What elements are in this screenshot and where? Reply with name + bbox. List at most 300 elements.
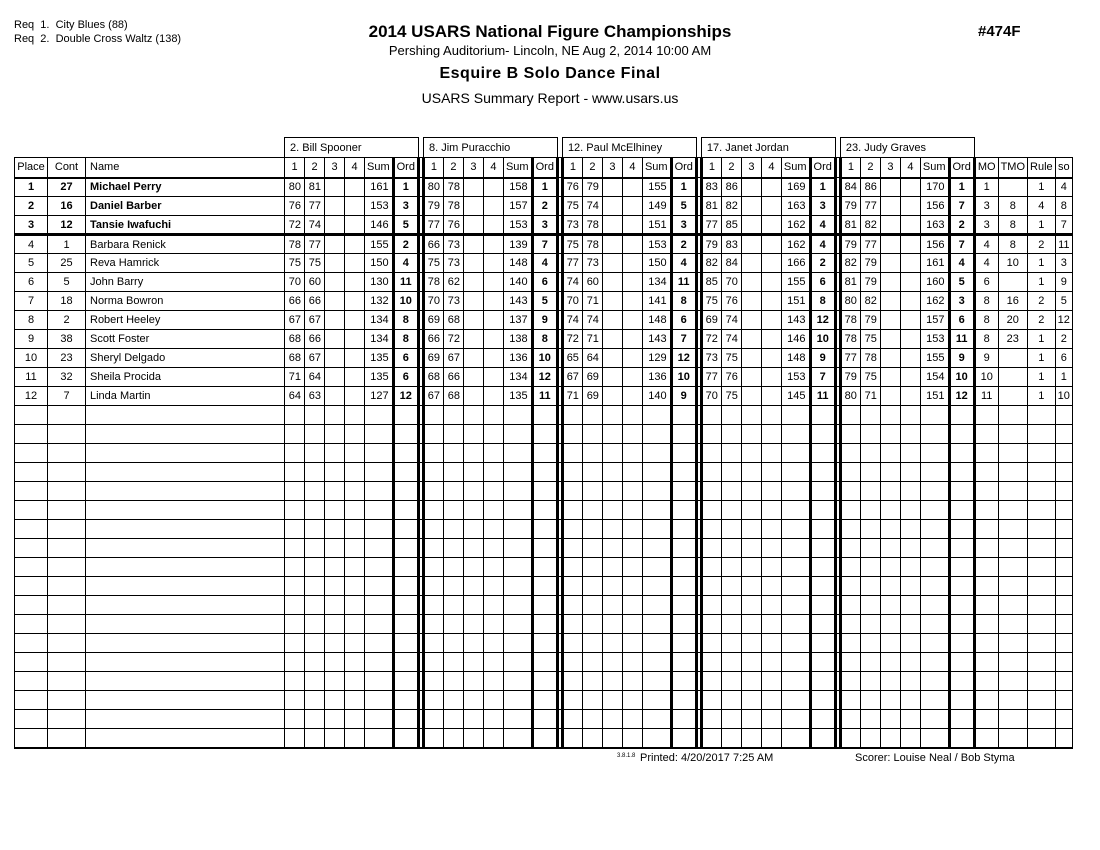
score-cell: 75 xyxy=(860,330,880,349)
mo-cell xyxy=(974,596,998,615)
score-cell xyxy=(423,558,443,577)
name-cell: John Barry xyxy=(86,273,285,292)
name-cell xyxy=(86,463,285,482)
so-cell xyxy=(1055,558,1072,577)
score-cell xyxy=(900,406,920,425)
rule-cell: 1 xyxy=(1028,368,1056,387)
score-cell xyxy=(325,292,345,311)
score-cell xyxy=(721,596,741,615)
score-cell: 79 xyxy=(701,235,721,254)
score-cell xyxy=(305,406,325,425)
ord-cell: 4 xyxy=(949,254,974,273)
name-cell: Scott Foster xyxy=(86,330,285,349)
score-cell xyxy=(582,634,602,653)
score-cell xyxy=(741,558,761,577)
empty-row xyxy=(15,710,1073,729)
table-row xyxy=(15,235,1073,254)
so-cell xyxy=(1055,501,1072,520)
score-cell: 74 xyxy=(721,330,741,349)
score-cell xyxy=(900,444,920,463)
mo-cell xyxy=(974,634,998,653)
ord-cell xyxy=(671,425,696,444)
score-cell xyxy=(721,482,741,501)
sum-cell: 140 xyxy=(642,387,671,406)
score-cell xyxy=(345,672,365,691)
score-cell xyxy=(345,615,365,634)
score-cell xyxy=(463,520,483,539)
ord-cell xyxy=(810,520,835,539)
score-cell xyxy=(423,615,443,634)
score-cell xyxy=(463,311,483,330)
ord-cell: 7 xyxy=(671,330,696,349)
score-cell xyxy=(345,444,365,463)
score-cell xyxy=(345,425,365,444)
score-cell: 69 xyxy=(582,387,602,406)
score-cell xyxy=(463,425,483,444)
place-cell xyxy=(15,406,48,425)
score-cell xyxy=(503,406,532,425)
score-cell xyxy=(463,463,483,482)
score-cell xyxy=(761,197,781,216)
judge-header-row xyxy=(15,138,1073,158)
ord-cell: 10 xyxy=(532,349,557,368)
score-cell xyxy=(781,634,810,653)
score-cell xyxy=(483,368,503,387)
score-cell xyxy=(622,254,642,273)
score-cell xyxy=(761,444,781,463)
ord-cell xyxy=(393,482,418,501)
score-cell xyxy=(900,539,920,558)
ord-cell xyxy=(671,463,696,482)
score-cell xyxy=(741,425,761,444)
score-cell xyxy=(642,520,671,539)
cont-cell xyxy=(48,577,86,596)
score-cell: 68 xyxy=(423,368,443,387)
col-header-score: 1 xyxy=(423,158,443,178)
score-cell xyxy=(562,653,582,672)
score-cell xyxy=(860,653,880,672)
score-cell xyxy=(582,691,602,710)
score-cell xyxy=(860,501,880,520)
score-cell xyxy=(602,425,622,444)
ord-cell xyxy=(671,539,696,558)
score-cell xyxy=(761,330,781,349)
ord-cell: 7 xyxy=(810,368,835,387)
score-cell: 78 xyxy=(423,273,443,292)
score-cell xyxy=(463,216,483,235)
ord-cell xyxy=(810,653,835,672)
score-cell xyxy=(325,691,345,710)
col-header-score: 1 xyxy=(701,158,721,178)
score-cell: 81 xyxy=(840,216,860,235)
score-cell xyxy=(325,216,345,235)
ord-cell xyxy=(810,710,835,729)
score-cell xyxy=(622,349,642,368)
score-cell: 79 xyxy=(582,178,602,197)
ord-cell: 9 xyxy=(671,387,696,406)
ord-cell xyxy=(949,463,974,482)
score-cell xyxy=(602,368,622,387)
score-cell: 67 xyxy=(562,368,582,387)
score-cell xyxy=(781,710,810,729)
score-cell xyxy=(345,463,365,482)
ord-cell xyxy=(393,520,418,539)
score-cell xyxy=(365,501,394,520)
score-cell xyxy=(345,596,365,615)
score-cell: 68 xyxy=(443,311,463,330)
place-cell: 6 xyxy=(15,273,48,292)
sum-cell: 151 xyxy=(920,387,949,406)
sum-cell: 137 xyxy=(503,311,532,330)
col-header-ord: Ord xyxy=(532,158,557,178)
name-cell: Michael Perry xyxy=(86,178,285,197)
mo-cell: 10 xyxy=(974,368,998,387)
tmo-cell xyxy=(998,349,1027,368)
ord-cell: 2 xyxy=(810,254,835,273)
score-cell: 85 xyxy=(701,273,721,292)
cont-cell: 18 xyxy=(48,292,86,311)
score-cell xyxy=(443,729,463,748)
ord-cell xyxy=(532,406,557,425)
score-cell xyxy=(701,634,721,653)
score-cell: 72 xyxy=(285,216,305,235)
report-line: USARS Summary Report - www.usars.us xyxy=(421,90,679,106)
score-cell: 64 xyxy=(305,368,325,387)
so-cell: 4 xyxy=(1055,178,1072,197)
table-row xyxy=(15,368,1073,387)
score-cell xyxy=(483,254,503,273)
name-cell xyxy=(86,444,285,463)
ord-cell: 2 xyxy=(532,197,557,216)
score-cell xyxy=(840,691,860,710)
sum-cell: 132 xyxy=(365,292,394,311)
place-cell: 3 xyxy=(15,216,48,235)
score-cell xyxy=(741,672,761,691)
sum-cell: 134 xyxy=(365,311,394,330)
score-cell xyxy=(602,596,622,615)
mo-cell: 8 xyxy=(974,311,998,330)
ord-cell xyxy=(393,729,418,748)
score-cell xyxy=(463,596,483,615)
so-cell xyxy=(1055,729,1072,748)
score-cell xyxy=(781,672,810,691)
ord-cell: 5 xyxy=(671,197,696,216)
cont-cell xyxy=(48,501,86,520)
score-cell xyxy=(305,444,325,463)
score-cell xyxy=(423,710,443,729)
ord-cell: 11 xyxy=(671,273,696,292)
score-cell xyxy=(562,501,582,520)
score-cell: 74 xyxy=(562,311,582,330)
table-row xyxy=(15,216,1073,235)
score-cell xyxy=(642,729,671,748)
sum-cell: 161 xyxy=(365,178,394,197)
score-cell: 70 xyxy=(721,273,741,292)
ord-cell xyxy=(949,539,974,558)
sum-cell: 146 xyxy=(365,216,394,235)
score-cell xyxy=(365,596,394,615)
cont-cell: 27 xyxy=(48,178,86,197)
score-cell xyxy=(325,539,345,558)
score-cell xyxy=(781,482,810,501)
name-cell xyxy=(86,539,285,558)
score-cell xyxy=(721,710,741,729)
so-cell xyxy=(1055,691,1072,710)
score-cell: 77 xyxy=(860,197,880,216)
name-cell xyxy=(86,501,285,520)
score-cell xyxy=(503,615,532,634)
rule-cell: 1 xyxy=(1028,387,1056,406)
sum-cell: 149 xyxy=(642,197,671,216)
score-cell: 81 xyxy=(840,273,860,292)
col-header-score: 4 xyxy=(761,158,781,178)
ord-cell: 6 xyxy=(393,349,418,368)
score-cell xyxy=(900,558,920,577)
score-cell: 75 xyxy=(860,368,880,387)
score-cell xyxy=(721,577,741,596)
score-cell xyxy=(900,596,920,615)
score-cell xyxy=(345,501,365,520)
score-cell xyxy=(860,577,880,596)
tmo-cell: 10 xyxy=(998,254,1027,273)
sum-cell: 161 xyxy=(920,254,949,273)
tmo-cell xyxy=(998,596,1027,615)
score-cell: 66 xyxy=(423,235,443,254)
score-cell: 67 xyxy=(305,349,325,368)
ord-cell: 12 xyxy=(671,349,696,368)
score-cell xyxy=(840,672,860,691)
score-cell xyxy=(900,254,920,273)
empty-row xyxy=(15,520,1073,539)
ord-cell: 12 xyxy=(949,387,974,406)
score-cell: 73 xyxy=(443,292,463,311)
ord-cell xyxy=(532,634,557,653)
name-cell: Linda Martin xyxy=(86,387,285,406)
ord-cell xyxy=(949,691,974,710)
score-cell xyxy=(285,691,305,710)
score-cell xyxy=(880,330,900,349)
score-cell xyxy=(345,406,365,425)
sum-cell: 163 xyxy=(781,197,810,216)
tmo-cell xyxy=(998,710,1027,729)
rule-cell xyxy=(1028,691,1056,710)
score-cell xyxy=(503,577,532,596)
score-cell xyxy=(285,425,305,444)
ord-cell xyxy=(532,710,557,729)
score-cell xyxy=(880,235,900,254)
ord-cell xyxy=(810,615,835,634)
so-cell: 8 xyxy=(1055,197,1072,216)
score-cell xyxy=(443,539,463,558)
sum-cell: 166 xyxy=(781,254,810,273)
score-cell xyxy=(602,539,622,558)
score-cell xyxy=(761,387,781,406)
sum-cell: 139 xyxy=(503,235,532,254)
tmo-cell xyxy=(998,482,1027,501)
ord-cell: 5 xyxy=(949,273,974,292)
score-cell xyxy=(463,615,483,634)
so-cell xyxy=(1055,539,1072,558)
tmo-cell: 16 xyxy=(998,292,1027,311)
ord-cell: 8 xyxy=(393,330,418,349)
sum-cell: 134 xyxy=(503,368,532,387)
score-cell xyxy=(741,216,761,235)
score-cell xyxy=(642,444,671,463)
name-cell xyxy=(86,425,285,444)
ord-cell: 4 xyxy=(671,254,696,273)
score-cell xyxy=(423,539,443,558)
score-cell xyxy=(345,634,365,653)
name-cell: Sheila Procida xyxy=(86,368,285,387)
ord-cell xyxy=(949,482,974,501)
empty-row xyxy=(15,482,1073,501)
score-cell xyxy=(900,387,920,406)
score-cell: 83 xyxy=(721,235,741,254)
score-cell: 78 xyxy=(582,216,602,235)
score-cell: 74 xyxy=(582,197,602,216)
score-cell xyxy=(900,273,920,292)
score-cell xyxy=(622,387,642,406)
ord-cell xyxy=(532,444,557,463)
score-cell: 62 xyxy=(443,273,463,292)
score-cell xyxy=(761,577,781,596)
score-cell xyxy=(562,615,582,634)
score-cell xyxy=(582,482,602,501)
score-cell xyxy=(503,558,532,577)
score-cell xyxy=(305,729,325,748)
so-cell: 9 xyxy=(1055,273,1072,292)
score-cell xyxy=(642,577,671,596)
so-cell: 12 xyxy=(1055,311,1072,330)
tmo-cell xyxy=(998,178,1027,197)
rule-cell xyxy=(1028,501,1056,520)
ord-cell: 3 xyxy=(671,216,696,235)
score-cell xyxy=(701,406,721,425)
sum-cell: 135 xyxy=(503,387,532,406)
score-cell xyxy=(840,463,860,482)
score-cell xyxy=(325,558,345,577)
rule-cell xyxy=(1028,577,1056,596)
score-cell xyxy=(602,444,622,463)
score-cell xyxy=(582,596,602,615)
score-cell: 77 xyxy=(562,254,582,273)
score-cell xyxy=(900,292,920,311)
score-cell: 82 xyxy=(721,197,741,216)
col-header-ord: Ord xyxy=(949,158,974,178)
score-cell xyxy=(900,368,920,387)
judge-header: 12. Paul McElhiney xyxy=(562,138,696,158)
place-cell: 9 xyxy=(15,330,48,349)
so-cell: 1 xyxy=(1055,368,1072,387)
rule-cell xyxy=(1028,672,1056,691)
tmo-cell: 8 xyxy=(998,235,1027,254)
score-cell xyxy=(443,691,463,710)
ord-cell xyxy=(393,615,418,634)
so-cell xyxy=(1055,577,1072,596)
score-cell xyxy=(503,539,532,558)
name-cell xyxy=(86,634,285,653)
score-cell: 78 xyxy=(285,235,305,254)
scorer-credit: Scorer: Louise Neal / Bob Styma xyxy=(855,752,1015,764)
ord-cell xyxy=(810,596,835,615)
score-cell xyxy=(761,672,781,691)
score-cell xyxy=(900,311,920,330)
cont-cell: 38 xyxy=(48,330,86,349)
score-cell xyxy=(285,672,305,691)
score-cell: 71 xyxy=(582,330,602,349)
name-cell xyxy=(86,672,285,691)
score-cell: 80 xyxy=(285,178,305,197)
ord-cell xyxy=(393,653,418,672)
cont-cell xyxy=(48,406,86,425)
score-cell xyxy=(463,349,483,368)
mo-cell xyxy=(974,482,998,501)
place-cell xyxy=(15,482,48,501)
sum-cell: 157 xyxy=(920,311,949,330)
score-cell xyxy=(602,558,622,577)
score-cell xyxy=(325,349,345,368)
col-header-ord: Ord xyxy=(671,158,696,178)
score-cell xyxy=(463,710,483,729)
score-cell xyxy=(483,330,503,349)
rule-cell xyxy=(1028,653,1056,672)
score-cell xyxy=(345,178,365,197)
col-header-cont: Cont xyxy=(48,158,86,178)
empty-row xyxy=(15,425,1073,444)
score-cell xyxy=(602,349,622,368)
score-cell xyxy=(880,710,900,729)
ord-cell xyxy=(532,672,557,691)
sum-cell: 150 xyxy=(365,254,394,273)
score-cell xyxy=(761,520,781,539)
ord-cell: 9 xyxy=(949,349,974,368)
mo-cell xyxy=(974,444,998,463)
score-cell xyxy=(920,596,949,615)
score-cell xyxy=(840,653,860,672)
score-cell xyxy=(325,615,345,634)
col-header-ord: Ord xyxy=(810,158,835,178)
score-cell xyxy=(900,178,920,197)
score-cell xyxy=(305,672,325,691)
score-cell xyxy=(741,273,761,292)
rule-cell xyxy=(1028,634,1056,653)
tmo-cell xyxy=(998,425,1027,444)
score-cell xyxy=(880,406,900,425)
ord-cell: 4 xyxy=(810,235,835,254)
score-cell xyxy=(285,729,305,748)
ord-cell xyxy=(393,710,418,729)
score-cell xyxy=(503,482,532,501)
score-cell xyxy=(562,729,582,748)
score-cell xyxy=(345,482,365,501)
score-cell: 74 xyxy=(721,311,741,330)
column-header-row xyxy=(15,158,1073,178)
sum-cell: 150 xyxy=(642,254,671,273)
score-cell xyxy=(642,691,671,710)
score-cell xyxy=(325,235,345,254)
score-cell xyxy=(285,501,305,520)
score-cell xyxy=(761,349,781,368)
score-cell xyxy=(721,425,741,444)
score-cell xyxy=(622,520,642,539)
score-cell xyxy=(483,463,503,482)
ord-cell xyxy=(949,596,974,615)
score-cell: 70 xyxy=(701,387,721,406)
table-row xyxy=(15,349,1073,368)
score-cell xyxy=(443,577,463,596)
score-cell xyxy=(345,558,365,577)
score-cell xyxy=(781,520,810,539)
